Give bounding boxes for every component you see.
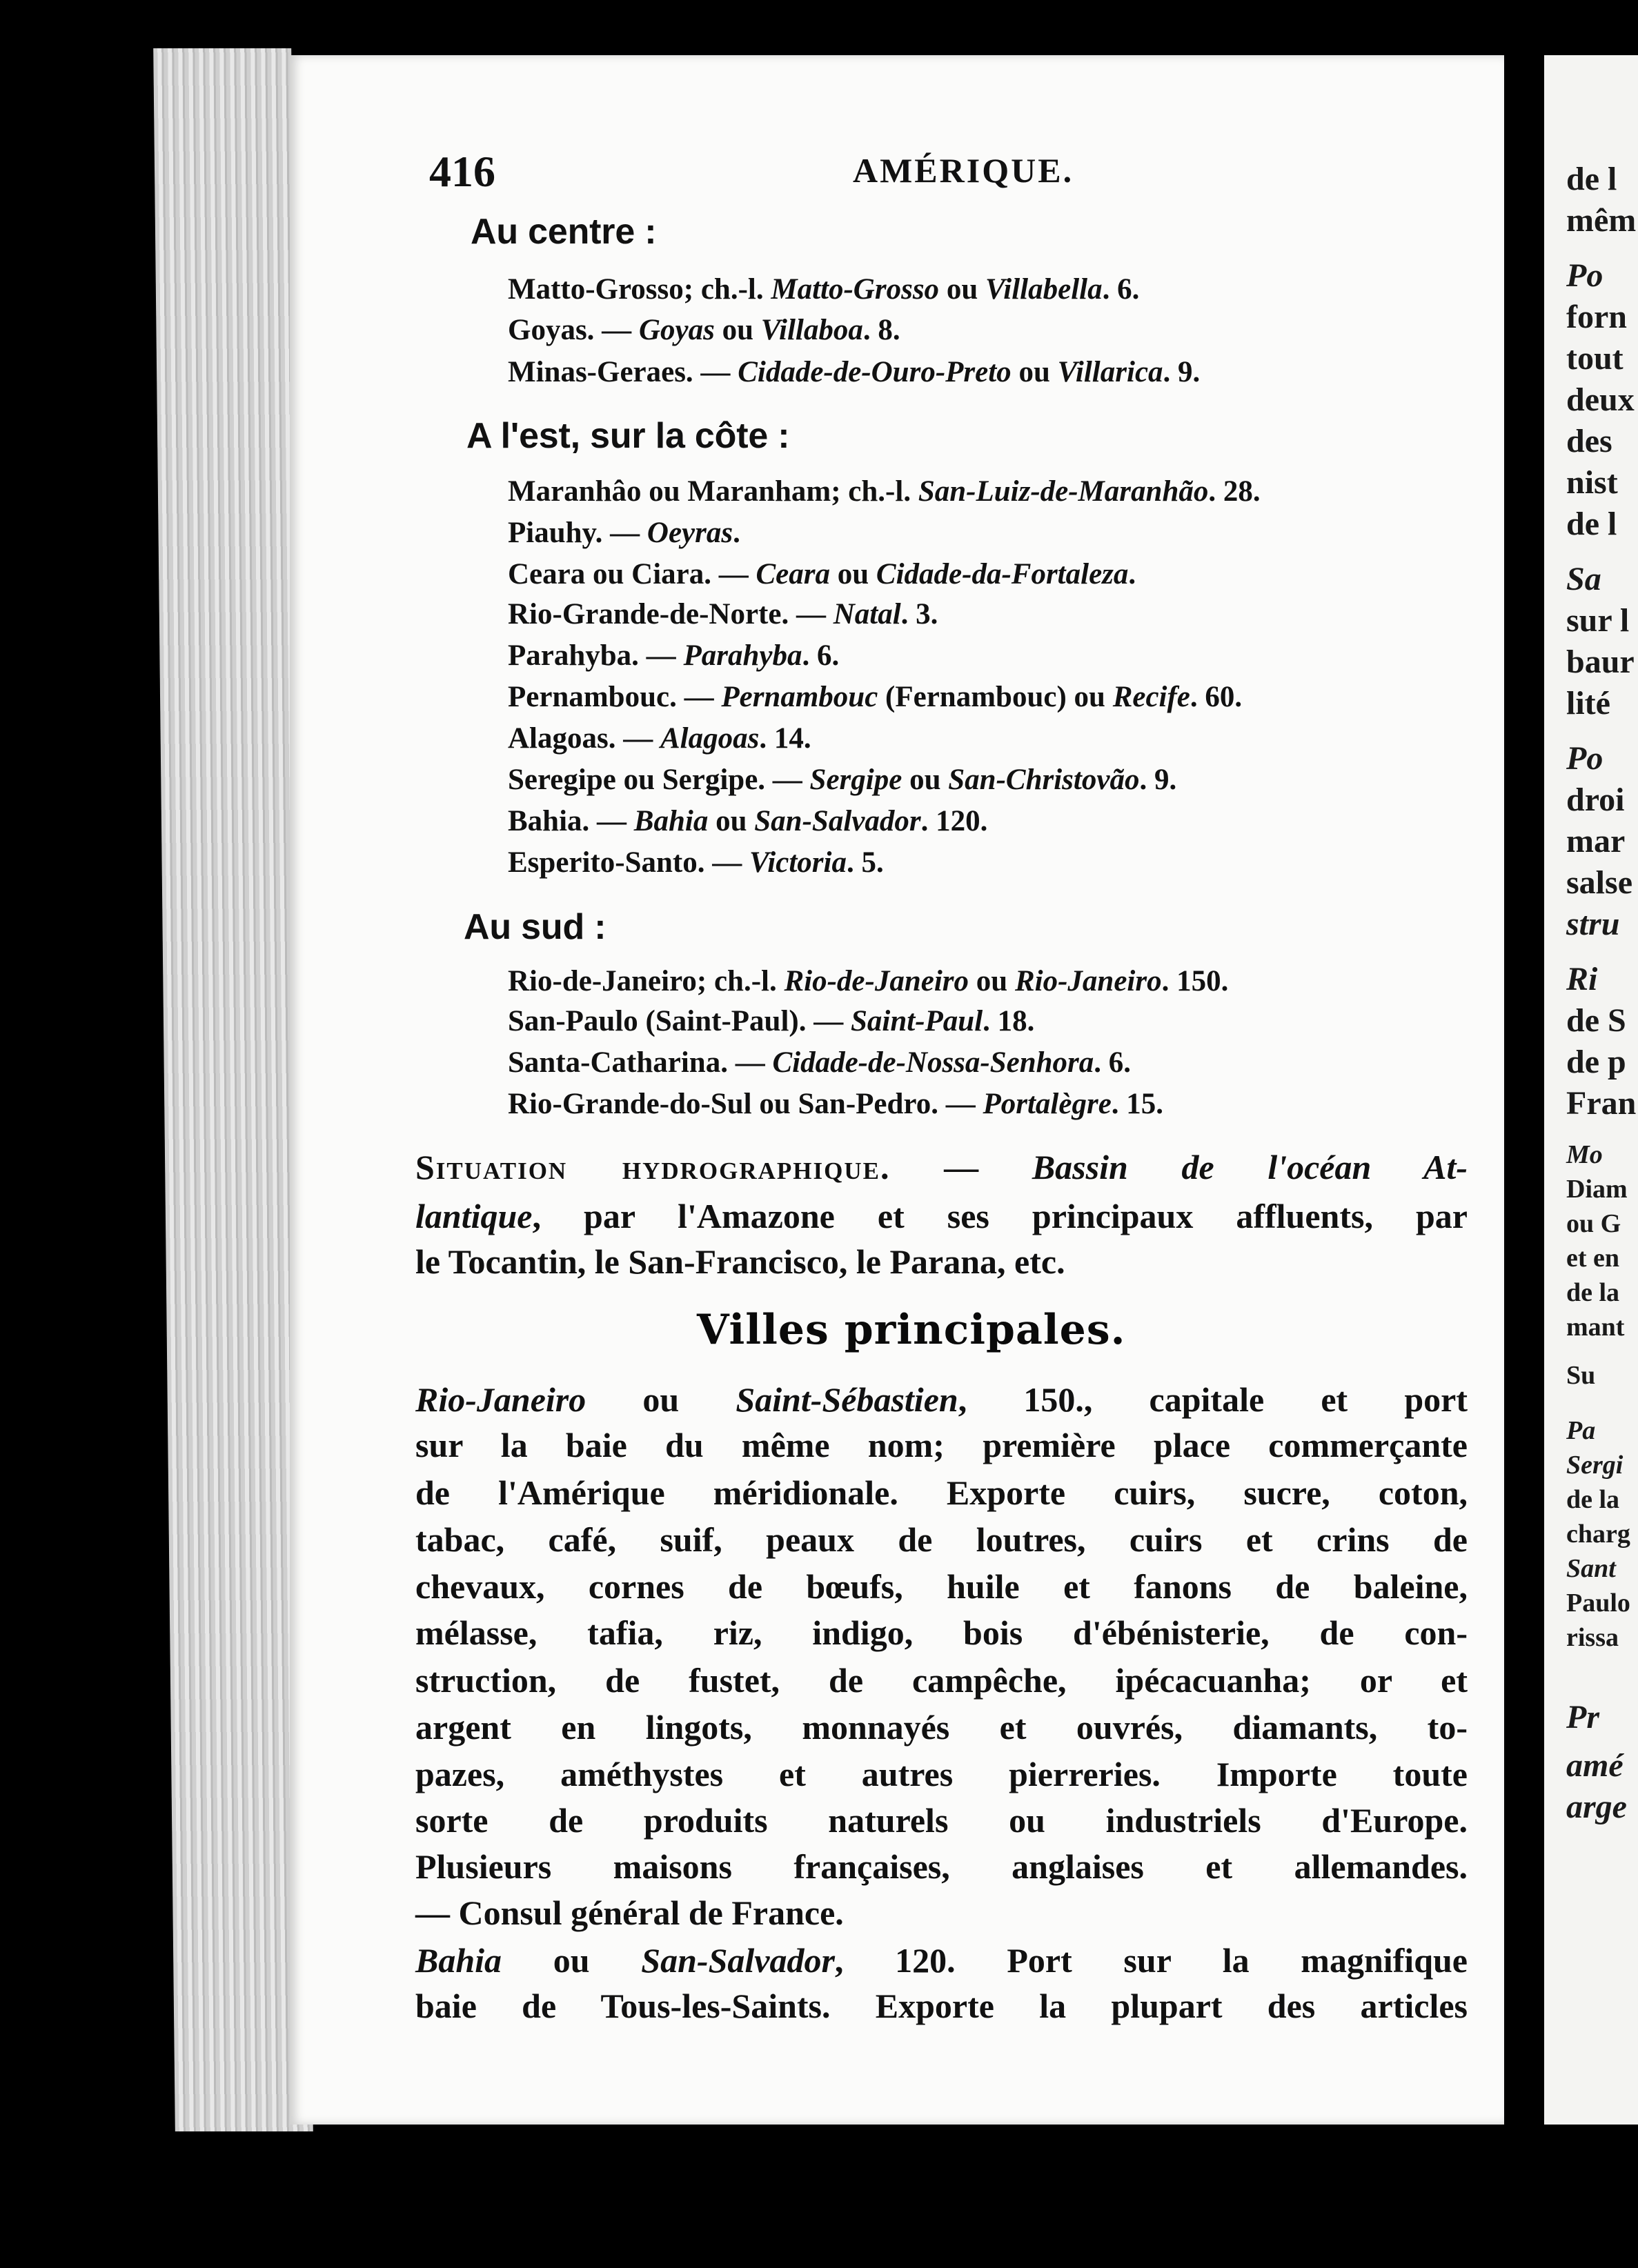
province-entry: San-Paulo (Saint-Paul). — Saint-Paul. 18. — [508, 1005, 1035, 1037]
province-entry: Rio-Grande-do-Sul ou San-Pedro. — Portalègre. 15. — [508, 1088, 1164, 1120]
province-entry: Alagoas. — Alagoas. 14. — [508, 722, 811, 755]
section-heading: Villes principales. — [697, 1306, 1126, 1354]
facing-page-text-fragment: Paulo — [1566, 1589, 1630, 1618]
province-entry: Santa-Catharina. — Cidade-de-Nossa-Senhora. 6. — [508, 1046, 1132, 1079]
facing-page-text-fragment: mêm — [1566, 202, 1637, 239]
facing-page-text-fragment: Mo — [1566, 1140, 1603, 1169]
facing-page-text-fragment: charg — [1566, 1520, 1630, 1549]
facing-page-text-fragment: et en — [1566, 1244, 1620, 1273]
facing-page-text-fragment: mant — [1566, 1313, 1625, 1342]
facing-page-text-fragment: salse — [1566, 864, 1632, 901]
facing-page-text-fragment: mar — [1566, 823, 1626, 859]
page-number: 416 — [429, 147, 495, 196]
facing-page-text-fragment: de l — [1566, 161, 1617, 197]
body-paragraph-line: baie de Tous-les-Saints. Exporte la plupart des articles — [415, 1987, 1468, 2025]
province-entry: Seregipe ou Sergipe. — Sergipe ou San-Christovão. 9. — [508, 764, 1177, 796]
body-paragraph-line: argent en lingots, monnayés et ouvrés, diamants, to- — [415, 1708, 1468, 1747]
facing-page-text-fragment: Fran — [1566, 1085, 1637, 1122]
hydro-label: Situation hydrographique. — [415, 1148, 891, 1186]
facing-page-text-fragment: Su — [1566, 1361, 1596, 1390]
facing-page-text-fragment: forn — [1566, 299, 1627, 335]
province-entry: Maranhâo ou Maranham; ch.-l. San-Luiz-de-Maranhão. 28. — [508, 475, 1261, 508]
facing-page-text-fragment: Ri — [1566, 961, 1598, 997]
region-heading: Au centre : — [471, 212, 657, 252]
province-entry: Matto-Grosso; ch.-l. Matto-Grosso ou Villabella. 6. — [508, 273, 1140, 306]
facing-page-text-fragment: amé — [1566, 1747, 1624, 1784]
facing-page-text-fragment: ou G — [1566, 1209, 1621, 1238]
hydro-paragraph-line: le Tocantin, le San-Francisco, le Parana, etc. — [415, 1242, 1065, 1281]
facing-page-text-fragment: rissa — [1566, 1623, 1619, 1652]
facing-page-text-fragment: deux — [1566, 381, 1635, 418]
facing-page-text-fragment: sur l — [1566, 602, 1630, 639]
facing-page-text-fragment: Pa — [1566, 1416, 1596, 1445]
body-paragraph-line: sur la baie du même nom; première place commerçante — [415, 1426, 1468, 1464]
province-entry: Ceara ou Ciara. — Ceara ou Cidade-da-Fortaleza. — [508, 558, 1136, 590]
facing-page-text-fragment: Sa — [1566, 561, 1601, 597]
province-entry: Piauhy. — Oeyras. — [508, 517, 740, 549]
facing-page-text-fragment: nist — [1566, 464, 1618, 501]
body-paragraph-line: tabac, café, suif, peaux de loutres, cuirs et crins de — [415, 1520, 1468, 1559]
province-entry: Bahia. — Bahia ou San-Salvador. 120. — [508, 805, 988, 837]
facing-page-text-fragment: lité — [1566, 685, 1610, 722]
facing-page-text-fragment: tout — [1566, 340, 1624, 377]
hydro-paragraph-line: lantique, par l'Amazone et ses principaux affluents, par — [415, 1197, 1468, 1235]
body-paragraph-line: pazes, améthystes et autres pierreries. Importe toute — [415, 1755, 1468, 1793]
body-paragraph-line: de l'Amérique méridionale. Exporte cuirs, sucre, coton, — [415, 1473, 1468, 1512]
province-entry: Parahyba. — Parahyba. 6. — [508, 639, 840, 672]
facing-page-text-fragment: des — [1566, 423, 1612, 459]
hydro-paragraph-line: Situation hydrographique. — Bassin de l'océan At- — [415, 1148, 1468, 1186]
facing-page-text-fragment: Po — [1566, 257, 1604, 294]
body-paragraph-line: mélasse, tafia, riz, indigo, bois d'ébénisterie, de con- — [415, 1613, 1468, 1652]
facing-page-text-fragment: Diam — [1566, 1175, 1628, 1204]
region-heading: A l'est, sur la côte : — [466, 416, 790, 456]
facing-page-text-fragment: baur — [1566, 644, 1635, 680]
province-entry: Goyas. — Goyas ou Villaboa. 8. — [508, 314, 900, 346]
body-paragraph-line: Rio-Janeiro ou Saint-Sébastien, 150., capitale et port — [415, 1380, 1468, 1419]
body-paragraph-line: Plusieurs maisons françaises, anglaises et allemandes. — [415, 1847, 1468, 1886]
facing-page-text-fragment: de la — [1566, 1278, 1620, 1307]
facing-page-text-fragment: Pr — [1566, 1699, 1599, 1735]
facing-page-text-fragment: Sergi — [1566, 1451, 1624, 1480]
facing-page-text-fragment: de la — [1566, 1485, 1620, 1514]
facing-page-fragment — [1544, 55, 1638, 2125]
facing-page-text-fragment: de S — [1566, 1002, 1626, 1039]
body-paragraph-line: chevaux, cornes de bœufs, huile et fanons de baleine, — [415, 1567, 1468, 1606]
facing-page-text-fragment: arge — [1566, 1789, 1627, 1825]
body-paragraph-line: Bahia ou San-Salvador, 120. Port sur la magnifique — [415, 1941, 1468, 1980]
body-paragraph-line: — Consul général de France. — [415, 1893, 844, 1932]
province-entry: Rio-Grande-de-Norte. — Natal. 3. — [508, 598, 938, 630]
facing-page-text-fragment: Po — [1566, 740, 1604, 777]
region-heading: Au sud : — [464, 907, 606, 947]
province-entry: Esperito-Santo. — Victoria. 5. — [508, 846, 884, 879]
province-entry: Minas-Geraes. — Cidade-de-Ouro-Preto ou Villarica. 9. — [508, 356, 1201, 388]
facing-page-text-fragment: droi — [1566, 782, 1625, 818]
facing-page-text-fragment: Sant — [1566, 1554, 1616, 1583]
facing-page-text-fragment: de p — [1566, 1044, 1626, 1080]
running-title: AMÉRIQUE. — [853, 151, 1074, 190]
body-paragraph-line: struction, de fustet, de campêche, ipécacuanha; or et — [415, 1661, 1468, 1700]
province-entry: Rio-de-Janeiro; ch.-l. Rio-de-Janeiro ou Rio-Janeiro. 150. — [508, 965, 1229, 997]
facing-page-text-fragment: de l — [1566, 506, 1617, 542]
body-paragraph-line: sorte de produits naturels ou industriels d'Europe. — [415, 1801, 1468, 1840]
province-entry: Pernambouc. — Pernambouc (Fernambouc) ou Recife. 60. — [508, 681, 1243, 713]
facing-page-text-fragment: stru — [1566, 906, 1620, 942]
